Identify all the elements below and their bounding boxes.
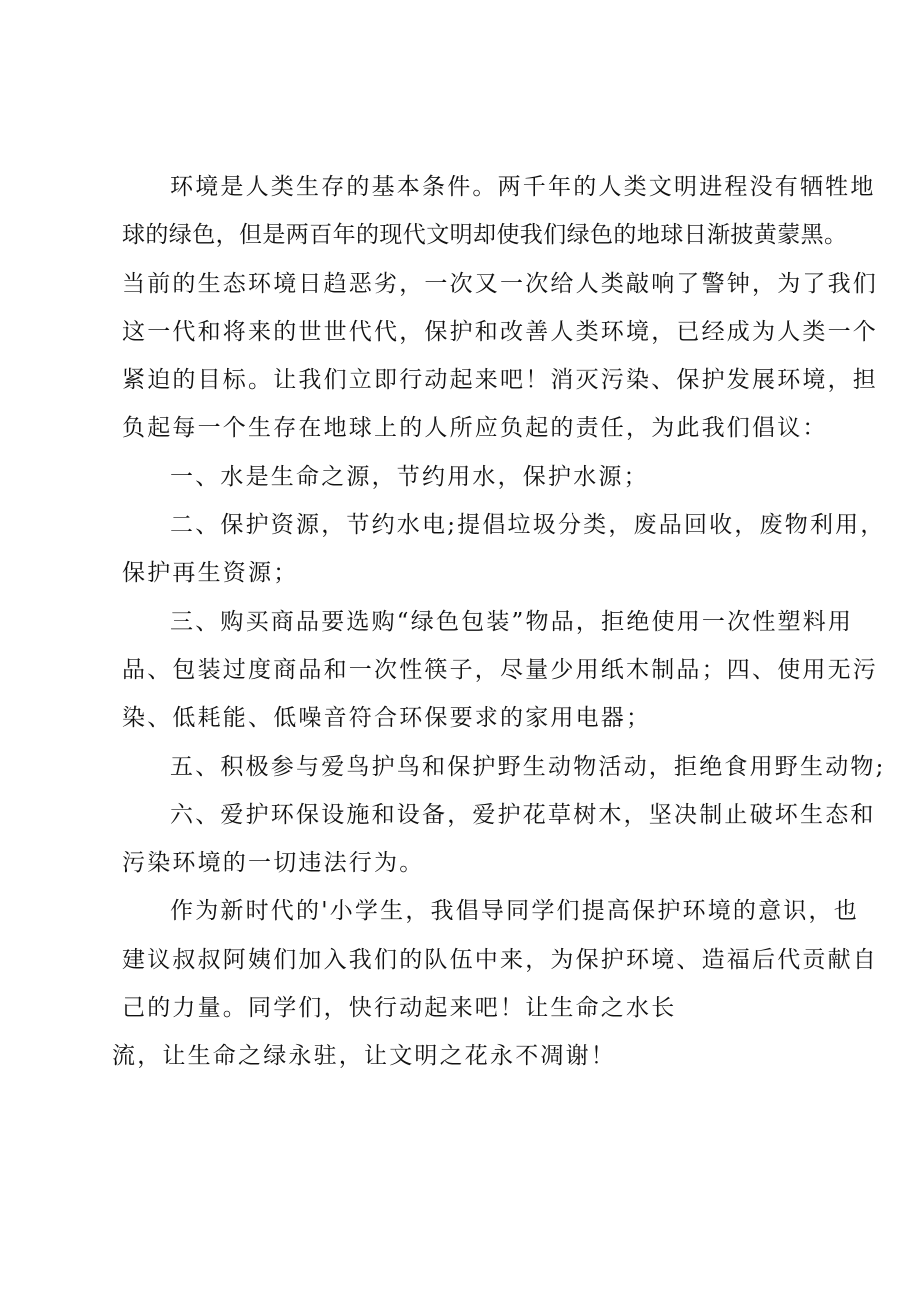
text-line: 紧迫的目标。让我们立即行动起来吧！消灭污染、保护发展环境，担: [122, 367, 878, 394]
text-line: 污染环境的一切违法行为。: [122, 850, 425, 877]
text-line: 五、积极参与爱鸟护鸟和保护野生动物活动，拒绝食用野生动物;: [170, 753, 886, 780]
text-line: 球的绿色，但是两百年的现代文明却使我们绿色的地球日渐披黄蒙黑。: [122, 222, 848, 249]
text-line: 己的力量。同学们，快行动起来吧！让生命之水长: [122, 995, 677, 1022]
text-line: 环境是人类生存的基本条件。两千年的人类文明进程没有牺牲地: [170, 174, 876, 200]
text-line: 建议叔叔阿姨们加入我们的队伍中来，为保护环境、造福后代贡献自: [122, 946, 878, 973]
text-line: 流，让生命之绿永驻，让文明之花永不凋谢！: [112, 1043, 616, 1070]
text-line: 品、包装过度商品和一次性筷子，尽量少用纸木制品；四、使用无污: [122, 656, 878, 683]
text-line: 六、爱护环保设施和设备，爱护花草树木，坚决制止破坏生态和: [170, 801, 876, 828]
text-line: 这一代和将来的世世代代，保护和改善人类环境，已经成为人类一个: [122, 318, 878, 345]
text-line: 作为新时代的'小学生，我倡导同学们提高保护环境的意识，也: [170, 898, 859, 925]
text-line: 二、保护资源，节约水电;提倡垃圾分类，废品回收，废物利用，: [170, 512, 886, 539]
text-line: 保护再生资源；: [122, 560, 299, 587]
text-line: 染、低耗能、低噪音符合环保要求的家用电器；: [122, 705, 652, 732]
text-line: 当前的生态环境日趋恶劣，一次又一次给人类敲响了警钟，为了我们: [122, 270, 878, 297]
text-line: 三、购买商品要选购“绿色包装”物品，拒绝使用一次性塑料用: [170, 608, 854, 635]
text-line: 负起每一个生存在地球上的人所应负起的责任，为此我们倡议：: [122, 415, 828, 442]
text-line: 一、水是生命之源，节约用水，保护水源；: [170, 463, 649, 490]
document-body: [112, 163, 886, 1081]
